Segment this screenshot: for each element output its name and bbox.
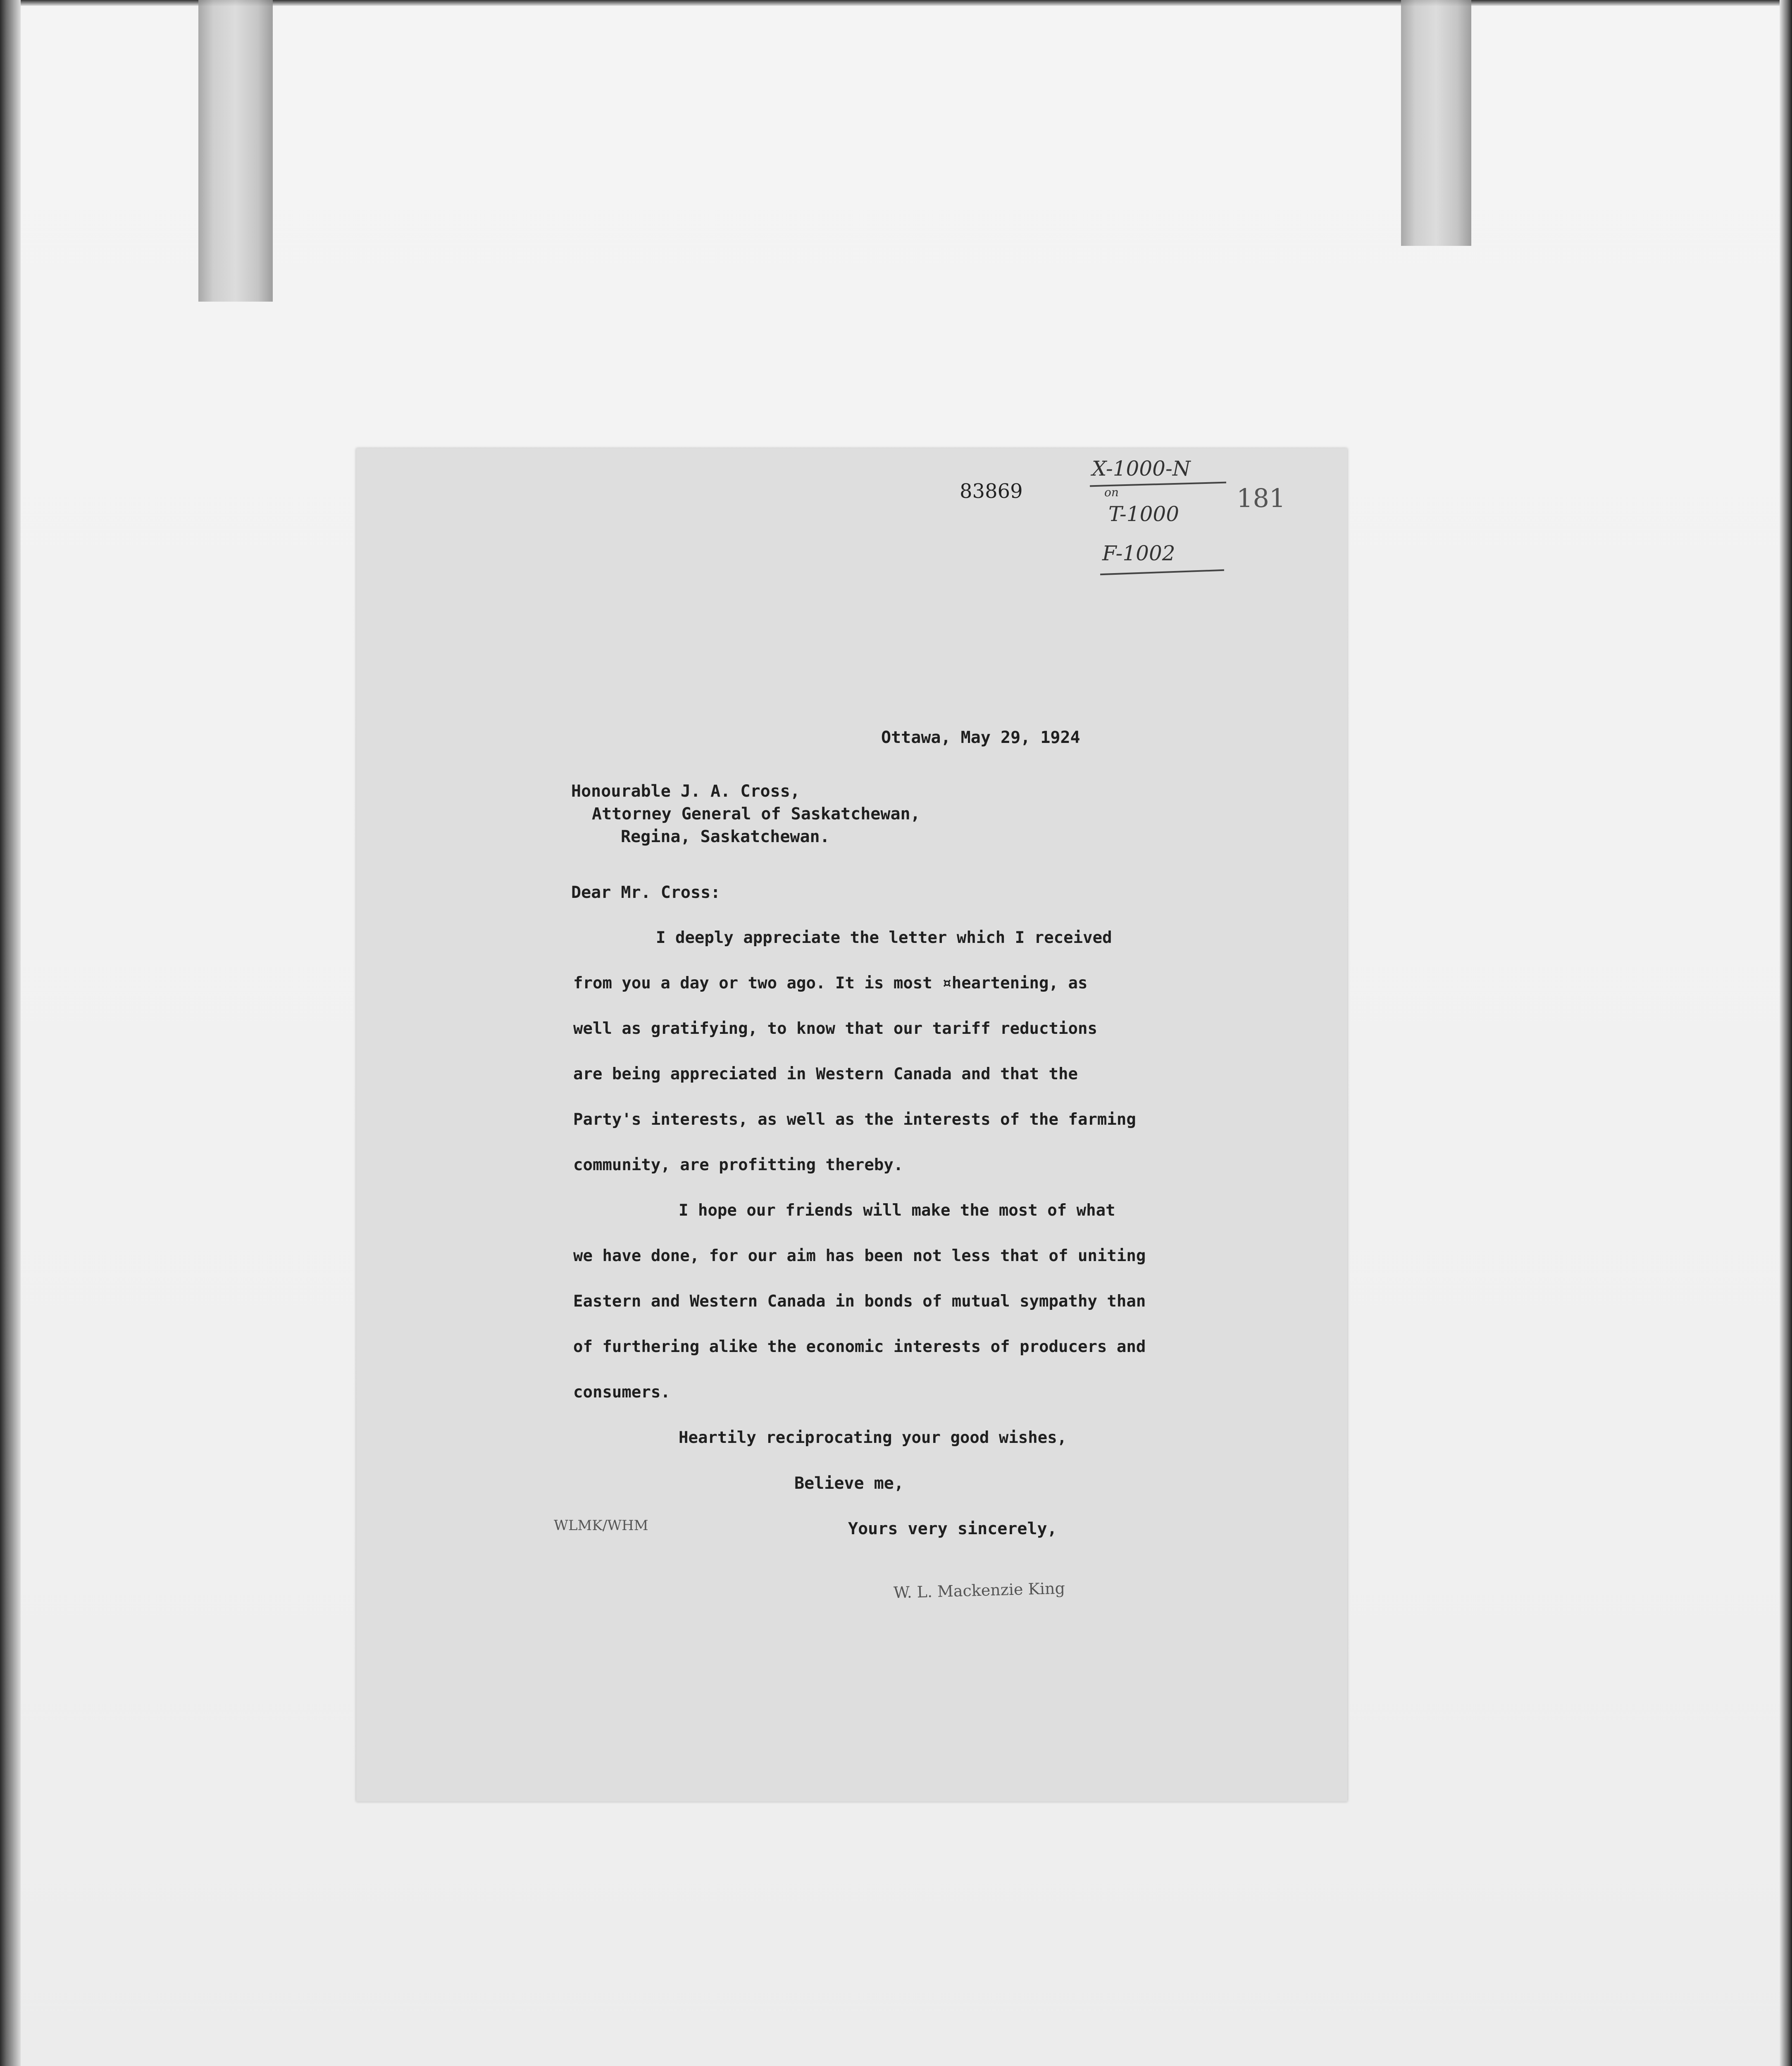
file-code: on [1104,486,1119,499]
body-line: we have done, for our aim has been not less that of uniting [573,1247,1146,1265]
body-line: well as gratifying, to know that our tariff reductions [573,1019,1097,1038]
closing-line: Yours very sincerely, [848,1519,1057,1538]
letter-page [356,448,1347,1802]
body-line: of furthering alike the economic interests of producers and [573,1338,1146,1356]
mounting-tape [1401,0,1471,246]
body-line: consumers. [573,1383,670,1402]
mounting-tape [198,0,273,302]
salutation: Dear Mr. Cross: [571,883,721,902]
body-line: Party's interests, as well as the interests of the farming [573,1110,1136,1129]
body-line: community, are profitting thereby. [573,1156,903,1174]
letter-date: Ottawa, May 29, 1924 [881,728,1080,747]
file-code: X-1000-N [1092,457,1191,481]
file-code: T-1000 [1108,502,1180,526]
recipient-line: Attorney General of Saskatchewan, [592,805,920,824]
recipient-line: Honourable J. A. Cross, [571,782,800,801]
page-number: 181 [1237,483,1286,513]
body-line: from you a day or two ago. It is most ¤heartening, as [573,974,1088,993]
underline [1100,569,1224,575]
document-number: 83869 [960,480,1023,503]
body-line: are being appreciated in Western Canada and that the [573,1065,1078,1083]
body-line: I hope our friends will make the most of what [679,1201,1115,1220]
signature: W. L. Mackenzie King [893,1579,1065,1602]
file-code: F-1002 [1102,541,1175,565]
closing-line: Believe me, [794,1474,904,1493]
body-line: I deeply appreciate the letter which I received [656,928,1112,947]
recipient-line: Regina, Saskatchewan. [621,827,830,846]
body-line: Heartily reciprocating your good wishes, [679,1428,1067,1447]
scan-edge-left [0,0,21,2066]
scan-edge-right [1780,0,1792,2066]
body-line: Eastern and Western Canada in bonds of mutual sympathy than [573,1292,1146,1311]
typist-initials: WLMK/WHM [554,1517,648,1534]
